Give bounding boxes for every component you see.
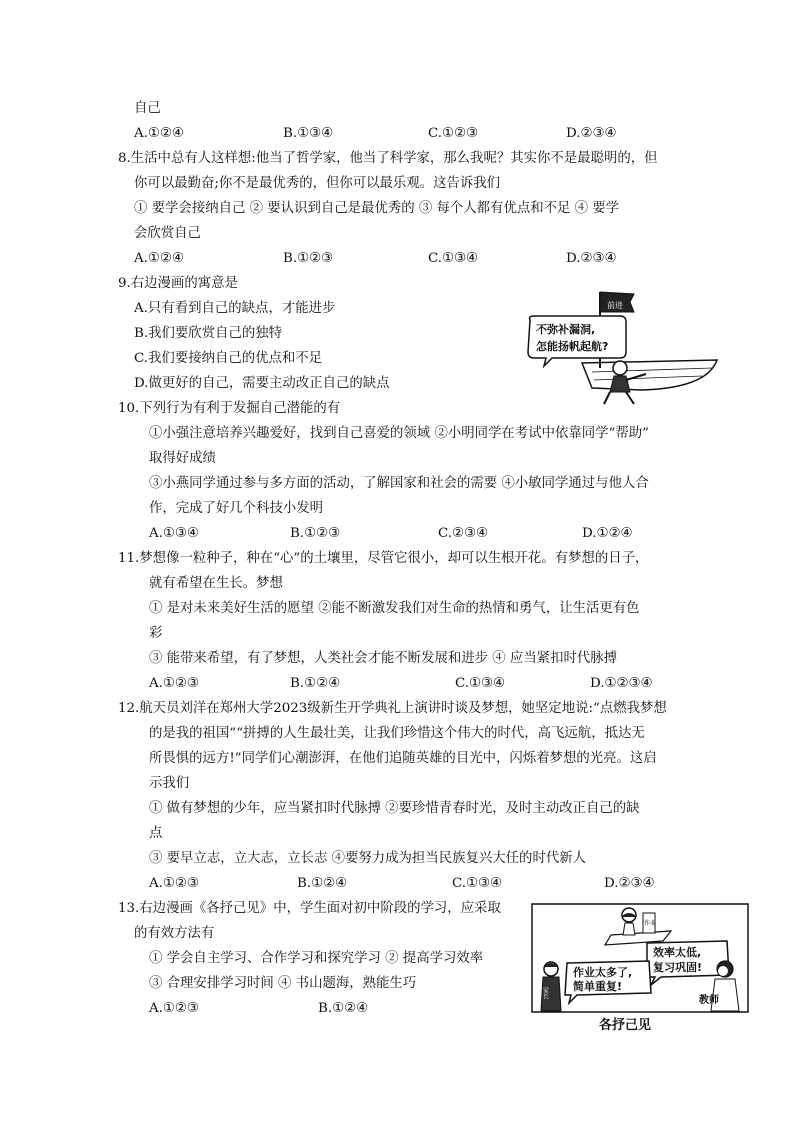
- q13-option-a: A.①②③: [149, 1001, 199, 1016]
- q9-choice-b: B.我们要欣赏自己的独特: [134, 326, 283, 341]
- q8-option-a: A.①②④: [134, 251, 184, 266]
- parent-label: 家长: [541, 987, 549, 999]
- q11-statements-line-2: 彩: [149, 626, 163, 641]
- q11-stem-line-2: 就有希望在生长。梦想: [149, 576, 283, 591]
- q11-option-b: B.①②④: [290, 676, 341, 691]
- q8-stem-line-2: 你可以最勤奋;你不是最优秀的，但你可以最乐观。这告诉我们: [134, 176, 501, 191]
- q8-statements-line-1: ① 要学会接纳自己 ② 要认识到自己是最优秀的 ③ 每个人都有优点和不足 ④ 要学: [134, 201, 620, 216]
- q13-option-b: B.①②④: [318, 1001, 369, 1016]
- classroom-bubble-left-line-1: 作业太多了,: [573, 966, 633, 979]
- q12-statements-line-2: 点: [149, 826, 163, 841]
- q10-option-b: B.①②③: [290, 526, 341, 541]
- q8-option-d: D.②③④: [566, 251, 617, 266]
- teacher-label: 教师: [699, 995, 719, 1006]
- q8-option-b: B.①②③: [283, 251, 334, 266]
- q11-statements-line-1: ① 是对未来美好生活的愿望 ②能不断激发我们对生命的热情和勇气，让生活更有色: [149, 601, 640, 616]
- q7-option-a: A.①②④: [134, 126, 184, 141]
- q10-option-a: A.①③④: [149, 526, 199, 541]
- q7-option-b: B.①③④: [283, 126, 334, 141]
- q10-statements-line-4: 作，完成了好几个科技小发明: [149, 501, 324, 516]
- classroom-bubble-right-line-2: 复习巩固!: [653, 961, 703, 974]
- q9-stem: 9.右边漫画的寓意是: [118, 276, 238, 291]
- boat-cartoon: [522, 288, 722, 408]
- q8-statements-line-2: 会欣赏自己: [134, 226, 201, 241]
- q12-stem-line-4: 示我们: [149, 776, 190, 791]
- classroom-bubble-left-line-2: 简单重复!: [573, 980, 623, 993]
- q13-statements-line-1: ① 学会自主学习、合作学习和探究学习 ② 提高学习效率: [149, 951, 484, 966]
- q7-option-d: D.②③④: [566, 126, 617, 141]
- q10-statements-line-2: 取得好成绩: [149, 451, 216, 466]
- q11-option-a: A.①②③: [149, 676, 199, 691]
- q12-option-a: A.①②③: [149, 876, 199, 891]
- classroom-cartoon: [531, 903, 749, 1013]
- q10-statements-line-1: ①小强注意培养兴趣爱好，找到自己喜爱的领域 ②小明同学在考试中依靠同学“帮助”: [149, 426, 650, 441]
- q12-option-b: B.①②④: [297, 876, 348, 891]
- q12-option-d: D.②③④: [604, 876, 655, 891]
- desk-label: 作业: [644, 920, 657, 927]
- q10-statements-line-3: ③小燕同学通过参与多方面的活动，了解国家和社会的需要 ④小敏同学通过与他人合: [149, 476, 649, 491]
- q9-choice-c: C.我们要接纳自己的优点和不足: [134, 351, 323, 366]
- q12-statements-line-1: ① 做有梦想的少年，应当紧扣时代脉搏 ②要珍惜青春时光，及时主动改正自己的缺: [149, 801, 640, 816]
- q12-stem-line-1: 12.航天员刘洋在郑州大学2023级新生开学典礼上演讲时谈及梦想，她坚定地说:“点燃我梦想: [118, 701, 667, 716]
- q10-option-c: C.②③④: [438, 526, 489, 541]
- q11-option-d: D.①②③④: [590, 676, 653, 691]
- q12-statements-line-3: ③ 要早立志，立大志，立长志 ④要努力成为担当民族复兴大任的时代新人: [149, 851, 587, 866]
- q10-stem: 10.下列行为有利于发掘自己潜能的有: [118, 401, 341, 416]
- q12-stem-line-2: 的是我的祖国”“拼搏的人生最壮美，让我们珍惜这个伟大的时代，高飞远航，抵达无: [149, 726, 645, 741]
- q7-tail: 自己: [134, 101, 161, 116]
- q13-stem-line-2: 的有效方法有: [134, 926, 215, 941]
- classroom-cartoon-caption: 各抒己见: [599, 1018, 652, 1033]
- q8-option-c: C.①③④: [428, 251, 479, 266]
- boat-flag-text: 前进: [607, 301, 623, 310]
- q11-stem-line-1: 11.梦想像一粒种子，种在“心”的土壤里，尽管它很小，却可以生根开花。有梦想的日子，: [118, 551, 649, 566]
- q11-option-c: C.①③④: [455, 676, 506, 691]
- q7-option-c: C.①②③: [428, 126, 479, 141]
- q9-choice-d: D.做更好的自己，需要主动改正自己的缺点: [134, 376, 390, 391]
- q12-stem-line-3: 所畏惧的远方!”同学们心潮澎湃，在他们追随英雄的目光中，闪烁着梦想的光亮。这启: [149, 751, 657, 766]
- q13-stem-line-1: 13.右边漫画《各抒己见》中，学生面对初中阶段的学习，应采取: [118, 901, 501, 916]
- classroom-bubble-right-line-1: 效率太低,: [653, 946, 702, 959]
- boat-bubble-line-2: 怎能扬帆起航?: [536, 340, 609, 353]
- q11-statements-line-3: ③ 能带来希望，有了梦想，人类社会才能不断发展和进步 ④ 应当紧扣时代脉搏: [149, 651, 618, 666]
- q13-statements-line-2: ③ 合理安排学习时间 ④ 书山题海，熟能生巧: [149, 976, 417, 991]
- q9-choice-a: A.只有看到自己的缺点，才能进步: [134, 301, 336, 316]
- q12-option-c: C.①③④: [452, 876, 503, 891]
- q10-option-d: D.①②④: [582, 526, 633, 541]
- q8-stem-line-1: 8.生活中总有人这样想:他当了哲学家，他当了科学家，那么我呢？其实你不是最聪明的，但: [118, 151, 658, 166]
- boat-bubble-line-1: 不弥补漏洞,: [536, 323, 596, 336]
